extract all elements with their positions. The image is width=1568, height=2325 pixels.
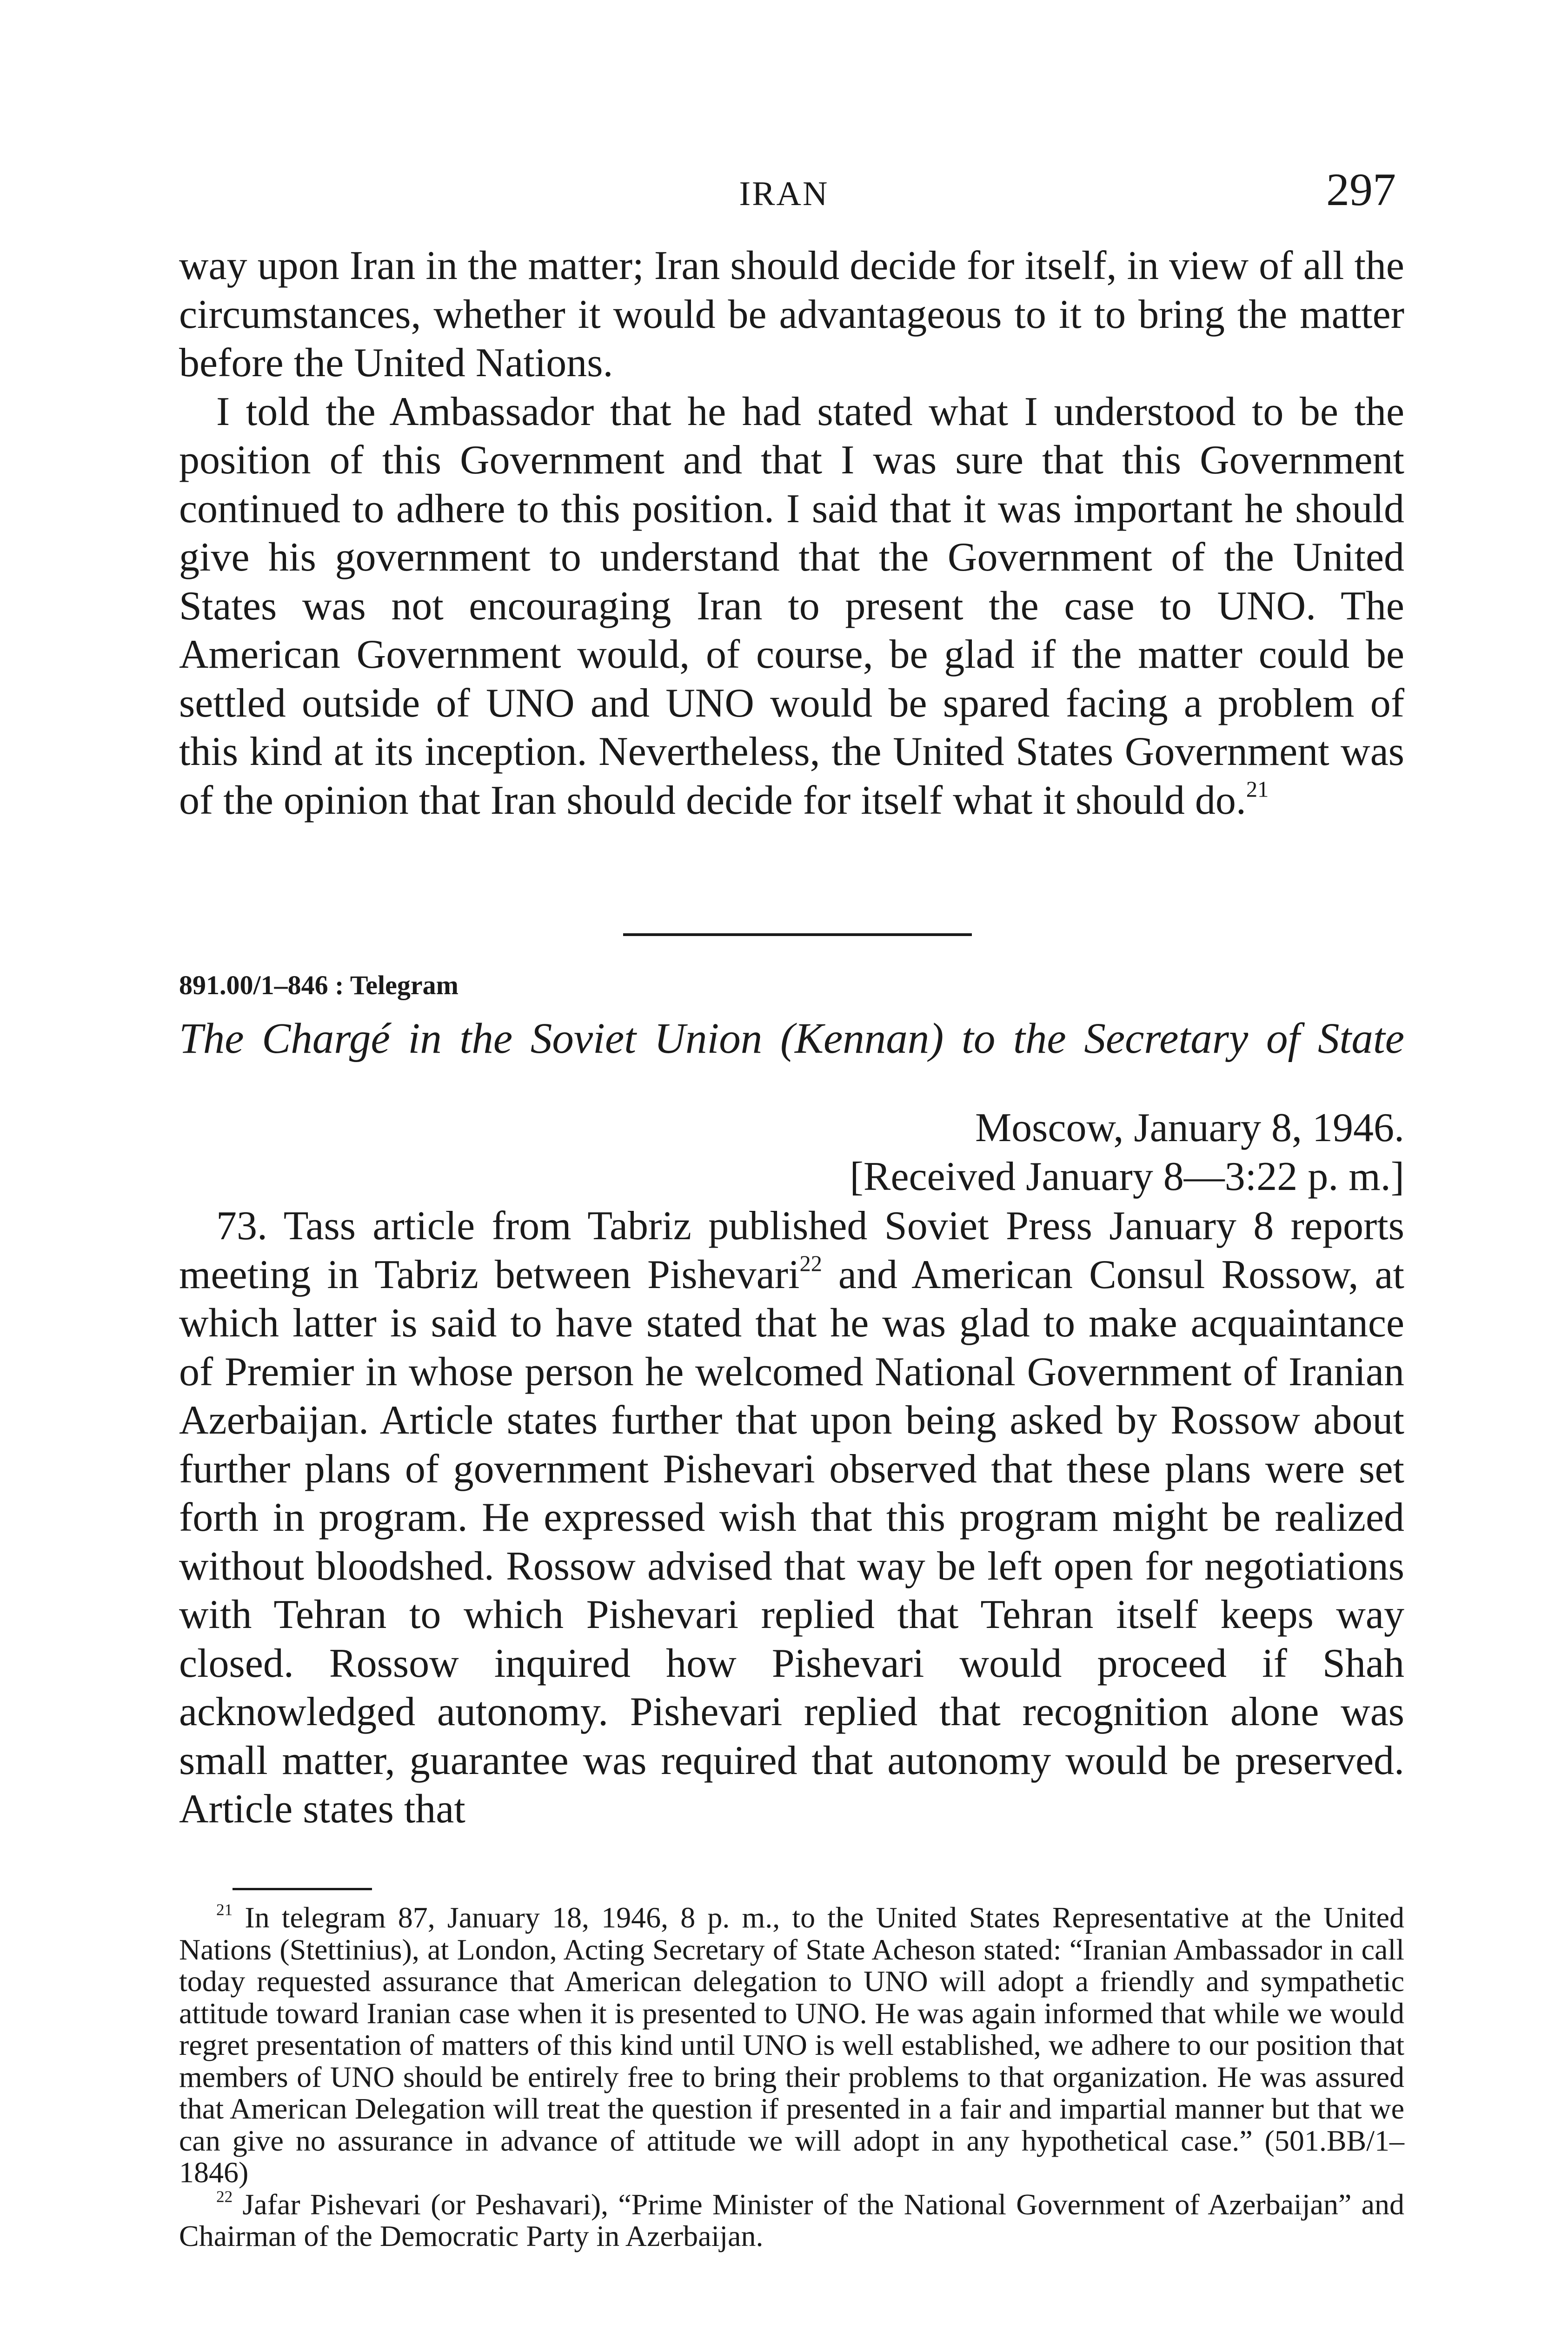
paragraph-1: way upon Iran in the matter; Iran should decide for itself, in view of all the circumstances, whether it would be advantageous to it to bring the matter before the United Nations.: [179, 243, 1404, 385]
footnote-21-text: In telegram 87, January 18, 1946, 8 p. m., to the United States Representative at the United Nations (Stettinius), at London, Acting Secretary of State Acheson stated: “Iranian Ambassador in call today requested assurance that American delegation to UNO will adopt a friendly and sympathetic attitude toward Iranian case when it is presented to UNO. He was again informed that while we would regret presentation of matters of this kind until UNO is well established, we adhere to our position that members of UNO should be entirely free to bring their problems to that organization. He was assured that American Delegation will treat the question if presented in a fair and impartial manner but that we can give no assurance in advance of attitude we will adopt in any hypothetical case.” (501.BB/1–1846): [179, 1901, 1405, 2189]
page-number: 297: [1326, 164, 1396, 215]
footnote-21: [179, 1902, 1404, 2189]
footnote-22: [179, 2189, 1404, 2252]
footnote-22-number: 22: [216, 2187, 233, 2206]
footnote-rule: [233, 1888, 372, 1890]
dateline-place: Moscow, January 8, 1946.: [975, 1105, 1404, 1150]
telegram-text-part1: 73. Tass article from Tabriz published Soviet Press January 8 reports meeting in Tabriz between Pishevari: [179, 1203, 1404, 1297]
heading-suffix: ) to the Secretary of State: [929, 1015, 1404, 1063]
telegram-text-part2: and American Consul Rossow, at which latter is said to have stated that he was glad to make acquaintance of Premier in whose person he welcomed National Government of Iranian Azerbaijan. Article states further that upon being asked by Rossow about further plans of government Pishevari observed that these plans were set forth in program. He expressed wish that this program might be realized without bloodshed. Rossow advised that way be left open for negotiations with Tehran to which Pishevari replied that Tehran itself keeps way closed. Rossow inquired how Pishevari would proceed if Shah acknowledged autonomy. Pishevari replied that recognition alone was small matter, guarantee was required that autonomy would be preserved. Article states that: [179, 1252, 1404, 1832]
memorandum-continuation: [179, 242, 1404, 825]
footnote-ref-22[interactable]: 22: [799, 1251, 822, 1276]
footnotes: [179, 1902, 1404, 2252]
footnote-22-text: Jafar Pishevari (or Peshavari), “Prime Minister of the National Government of Azerbaijan” and Chairman of the Democratic Party in Azerbaijan.: [179, 2187, 1405, 2252]
section-divider: [623, 933, 972, 936]
paragraph-2-text: I told the Ambassador that he had stated what I understood to be the position of this Government and that I was sure that this Government continued to adhere to this position. I said that it was important he should give his government to understand that the Government of the United States was not encouraging Iran to present the case to UNO. The American Government would, of course, be glad if the matter could be settled outside of UNO and UNO would be spared facing a problem of this kind at its inception. Nevertheless, the United States Government was of the opinion that Iran should decide for itself what it should do.: [179, 389, 1404, 823]
document-heading: [179, 1014, 1404, 1063]
heading-prefix: The Chargé in the Soviet Union (: [179, 1015, 795, 1063]
telegram-body: [179, 1202, 1404, 1834]
file-number: 891.00/1–846 : Telegram: [179, 970, 458, 1000]
paragraph-2: [179, 388, 1404, 825]
dateline-received: [Received January 8—3:22 p. m.]: [850, 1154, 1404, 1199]
heading-name: Kennan: [795, 1015, 930, 1063]
footnote-21-number: 21: [216, 1900, 233, 1919]
footnote-ref-21[interactable]: 21: [1246, 777, 1269, 802]
telegram-paragraph: [179, 1202, 1404, 1834]
running-title: IRAN: [739, 175, 829, 213]
